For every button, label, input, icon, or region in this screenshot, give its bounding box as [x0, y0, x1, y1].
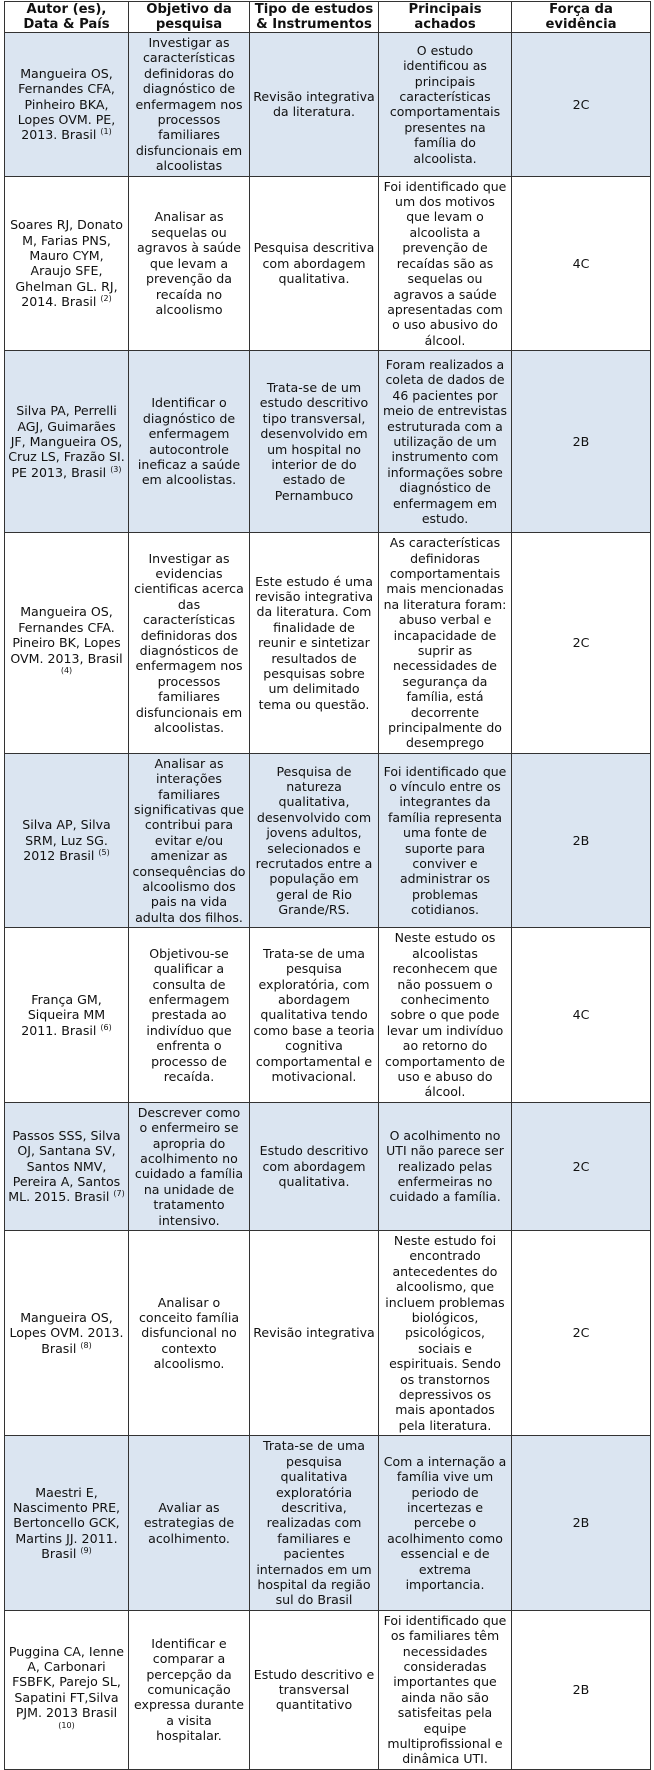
cell-findings: Neste estudo foi encontrado antecedentes do alcoolismo, que incluem problemas biológicos, psicológicos, sociais e espirituais. Sendo os transtornos depressivos os mais apontados pela literatura.: [379, 1231, 512, 1436]
cell-objective: Investigar as evidencias cientificas acerca das características definidoras dos diagnósticos de enfermagem nos processos familiares disfuncionais em alcoolistas.: [129, 533, 250, 754]
cell-findings: Foi identificado que o vínculo entre os integrantes da família representa uma fonte de suporte para conviver e administrar os problemas cotidianos.: [379, 753, 512, 927]
cell-author: [5, 533, 129, 754]
cell-study-type: Estudo descritivo com abordagem qualitativa.: [250, 1102, 379, 1230]
cell-author: [5, 1610, 129, 1769]
header-findings: Principais achados: [379, 2, 512, 33]
reference-number: (8): [80, 1340, 92, 1350]
cell-findings: Neste estudo os alcoolistas reconhecem que não possuem o conhecimento sobre o que pode levar um indivíduo ao retorno do comportamento de uso e abuso do álcool.: [379, 928, 512, 1102]
reference-number: (6): [100, 1022, 112, 1032]
table-row: [5, 928, 651, 1102]
cell-study-type: Trata-se de uma pesquisa exploratória, com abordagem qualitativa tendo como base a teoria cognitiva comportamental e motivacional.: [250, 928, 379, 1102]
table-row: [5, 1102, 651, 1230]
table-row: [5, 1436, 651, 1610]
author-text: Mangueira OS, Lopes OVM. 2013. Brasil: [9, 1310, 124, 1356]
table-row: [5, 33, 651, 177]
cell-strength: 2B: [512, 753, 651, 927]
evidence-table: [4, 1, 651, 1770]
cell-objective: Objetivou-se qualificar a consulta de enfermagem prestada ao indivíduo que enfrenta o processo de recaída.: [129, 928, 250, 1102]
cell-study-type: Trata-se de uma pesquisa qualitativa exploratória descritiva, realizadas com familiares e pacientes internados em um hospital da região sul do Brasil: [250, 1436, 379, 1610]
cell-strength: 2C: [512, 33, 651, 177]
author-text: França GM, Siqueira MM 2011. Brasil: [21, 991, 106, 1038]
cell-strength: 2B: [512, 1436, 651, 1610]
cell-author: [5, 176, 129, 350]
cell-author: [5, 1231, 129, 1436]
cell-objective: Investigar as características definidoras do diagnóstico de enfermagem nos processos familiares disfuncionais em alcoolistas: [129, 33, 250, 177]
author-text: Puggina CA, Ienne A, Carbonari FSBFK, Parejo SL, Sapatini FT,Silva PJM. 2013 Brasil: [8, 1643, 125, 1721]
cell-strength: 4C: [512, 928, 651, 1102]
cell-study-type: Revisão integrativa: [250, 1231, 379, 1436]
cell-strength: 2B: [512, 1610, 651, 1769]
cell-objective: Identificar e comparar a percepção da comunicação expressa durante a visita hospitalar.: [129, 1610, 250, 1769]
author-text: Soares RJ, Donato M, Farias PNS, Mauro CYM, Araujo SFE, Ghelman GL. RJ, 2014. Brasil: [10, 217, 123, 310]
cell-findings: Foi identificado que os familiares têm necessidades consideradas importantes que ainda não são satisfeitas pela equipe multiprofissional e dinâmica UTI.: [379, 1610, 512, 1769]
header-study-type: Tipo de estudos & Instrumentos: [250, 2, 379, 33]
reference-number: (3): [110, 464, 122, 474]
cell-study-type: Este estudo é uma revisão integrativa da literatura. Com finalidade de reunir e sintetizar resultados de pesquisas sobre um delimitado tema ou questão.: [250, 533, 379, 754]
cell-findings: O estudo identificou as principais características comportamentais presentes na família do alcoolista.: [379, 33, 512, 177]
cell-objective: Identificar o diagnóstico de enfermagem autocontrole ineficaz a saúde em alcoolistas.: [129, 351, 250, 533]
cell-strength: 4C: [512, 176, 651, 350]
cell-author: [5, 753, 129, 927]
cell-author: [5, 1436, 129, 1610]
header-author: Autor (es), Data & País: [5, 2, 129, 33]
author-text: Silva AP, Silva SRM, Luz SG. 2012 Brasil: [22, 817, 111, 864]
author-text: Silva PA, Perrelli AGJ, Guimarães JF, Mangueira OS, Cruz LS, Frazão SI. PE 2013, Brasil: [8, 403, 125, 480]
reference-number: (9): [80, 1545, 92, 1555]
cell-findings: Foi identificado que um dos motivos que levam o alcoolista a prevenção de recaídas são as sequelas ou agravos a saúde apresentadas com o uso abusivo do álcool.: [379, 176, 512, 350]
cell-strength: 2C: [512, 533, 651, 754]
cell-findings: Foram realizados a coleta de dados de 46 pacientes por meio de entrevistas estruturada com a utilização de um instrumento com informações sobre diagnóstico de enfermagem em estudo.: [379, 351, 512, 533]
header-strength: Força da evidência: [512, 2, 651, 33]
cell-study-type: Pesquisa descritiva com abordagem qualitativa.: [250, 176, 379, 350]
table-row: [5, 753, 651, 927]
author-text: Maestri E, Nascimento PRE, Bertoncello GCK, Martins JJ. 2011. Brasil: [12, 1484, 121, 1562]
reference-number: (5): [98, 848, 110, 858]
cell-objective: Analisar o conceito família disfuncional no contexto alcoolismo.: [129, 1231, 250, 1436]
header-objective: Objetivo da pesquisa: [129, 2, 250, 33]
table-row: [5, 351, 651, 533]
table-row: [5, 1610, 651, 1769]
cell-author: [5, 928, 129, 1102]
author-text: Mangueira OS, Fernandes CFA, Pinheiro BKA, Lopes OVM. PE, 2013. Brasil: [17, 65, 116, 143]
reference-number: (1): [100, 127, 112, 137]
reference-number: (10): [58, 1720, 75, 1730]
cell-study-type: Estudo descritivo e transversal quantitativo: [250, 1610, 379, 1769]
cell-strength: 2B: [512, 351, 651, 533]
header-row: [5, 2, 651, 33]
cell-author: [5, 351, 129, 533]
cell-findings: O acolhimento no UTI não parece ser realizado pelas enfermeiras no cuidado a família.: [379, 1102, 512, 1230]
table-row: [5, 533, 651, 754]
cell-study-type: Pesquisa de natureza qualitativa, desenvolvido com jovens adultos, selecionados e recrutados entre a população em geral de Rio Grande/RS.: [250, 753, 379, 927]
cell-strength: 2C: [512, 1102, 651, 1230]
reference-number: (4): [60, 665, 73, 675]
author-text: Passos SSS, Silva OJ, Santana SV, Santos NMV, Pereira A, Santos ML. 2015. Brasil: [8, 1127, 121, 1205]
author-text: Mangueira OS, Fernandes CFA. Pineiro BK, Lopes OVM. 2013, Brasil: [10, 604, 123, 666]
reference-number: (2): [100, 294, 112, 304]
table-row: [5, 1231, 651, 1436]
cell-findings: Com a internação a família vive um periodo de incertezas e percebe o acolhimento como essencial e de extrema importancia.: [379, 1436, 512, 1610]
cell-strength: 2C: [512, 1231, 651, 1436]
reference-number: (7): [113, 1189, 125, 1199]
cell-objective: Descrever como o enfermeiro se apropria do acolhimento no cuidado a família na unidade de tratamento intensivo.: [129, 1102, 250, 1230]
cell-author: [5, 1102, 129, 1230]
cell-study-type: Trata-se de um estudo descritivo tipo transversal, desenvolvido em um hospital no interior de do estado de Pernambuco: [250, 351, 379, 533]
table-row: [5, 176, 651, 350]
cell-author: [5, 33, 129, 177]
cell-study-type: Revisão integrativa da literatura.: [250, 33, 379, 177]
cell-objective: Analisar as sequelas ou agravos à saúde que levam a prevenção da recaída no alcoolismo: [129, 176, 250, 350]
cell-findings: As características definidoras comportamentais mais mencionadas na literatura foram: abuso verbal e incapacidade de suprir as necessidades de segurança da família, está decorrente principalmente do desemprego: [379, 533, 512, 754]
cell-objective: Avaliar as estrategias de acolhimento.: [129, 1436, 250, 1610]
cell-objective: Analisar as interações familiares significativas que contribui para evitar e/ou amenizar as consequências do alcoolismo dos pais na vida adulta dos filhos.: [129, 753, 250, 927]
